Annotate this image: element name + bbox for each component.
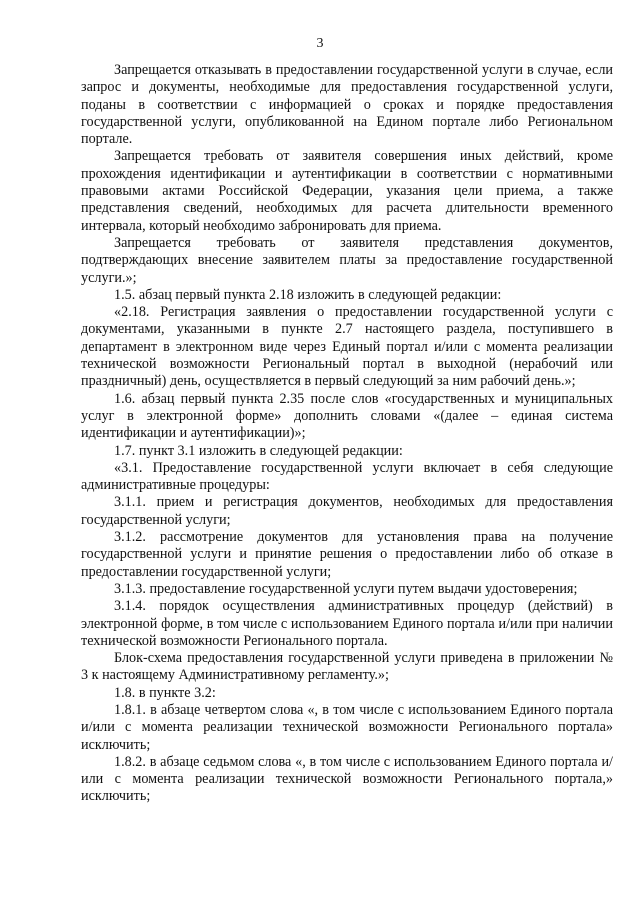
paragraph: 1.7. пункт 3.1 изложить в следующей редакции: bbox=[114, 442, 403, 459]
paragraph: 3.1.4. порядок осуществления административных процедур (действий) в электронной форме, в том числе с использованием Единого портала и/или при наличии технической возможности Регионального портала. bbox=[81, 598, 613, 649]
paragraph: 1.8. в пункте 3.2: bbox=[114, 684, 216, 701]
paragraph: Запрещается требовать от заявителя совершения иных действий, кроме прохождения идентификации и аутентификации в соответствии с нормативными правовыми актами Российской Федерации, указания цели приема, а также представления сведений, необходимых для расчета длительности временного интервала, который необходимо забронировать для приема. bbox=[81, 148, 613, 234]
paragraph: 3.1.3. предоставление государственной услуги путем выдачи удостоверения; bbox=[114, 580, 578, 597]
paragraph: 3.1.2. рассмотрение документов для установления права на получение государственной услуги и принятие решения о предоставлении либо об отказе в предоставлении государственной услуги; bbox=[81, 529, 613, 580]
paragraph: Запрещается требовать от заявителя представления документов, подтверждающих внесение заявителем платы за предоставление государственной услуги.»; bbox=[81, 234, 613, 286]
paragraph: 1.8.1. в абзаце четвертом слова «, в том числе с использованием Единого портала и/или с момента реализации технической возможности Регионального портала» исключить; bbox=[81, 701, 613, 753]
paragraph: 3.1.1. прием и регистрация документов, необходимых для предоставления государственной услуги; bbox=[81, 494, 613, 528]
document-body bbox=[81, 62, 613, 806]
paragraph: «2.18. Регистрация заявления о предоставлении государственной услуги с документами, указанными в пункте 2.7 настоящего раздела, поступившего в департамент в электронном виде через Единый портал и/или с момента реализации технической возможности Региональный портал в выходной (нерабочий или праздничный) день, осуществляется в первый следующий за ним рабочий день.»; bbox=[81, 304, 613, 390]
paragraph: 1.5. абзац первый пункта 2.18 изложить в следующей редакции: bbox=[114, 286, 502, 303]
page-number: 3 bbox=[316, 36, 324, 51]
paragraph: 1.6. абзац первый пункта 2.35 после слов «государственных и муниципальных услуг в электронной форме» дополнить словами «(далее – единая система идентификации и аутентификации)»; bbox=[81, 390, 613, 442]
paragraph: 1.8.2. в абзаце седьмом слова «, в том числе с использованием Единого портала и/или с момента реализации технической возможности Регионального портала,» исключить; bbox=[81, 753, 613, 805]
paragraph: Запрещается отказывать в предоставлении государственной услуги в случае, если запрос и документы, необходимые для предоставления государственной услуги, поданы в соответствии с информацией о сроках и порядке предоставления государственной услуги, опубликованной на Едином портале либо Региональном портале. bbox=[81, 62, 613, 148]
paragraph: Блок-схема предоставления государственной услуги приведена в приложении № 3 к настоящему Административному регламенту.»; bbox=[81, 650, 613, 684]
paragraph: «3.1. Предоставление государственной услуги включает в себя следующие административные процедуры: bbox=[81, 459, 613, 494]
